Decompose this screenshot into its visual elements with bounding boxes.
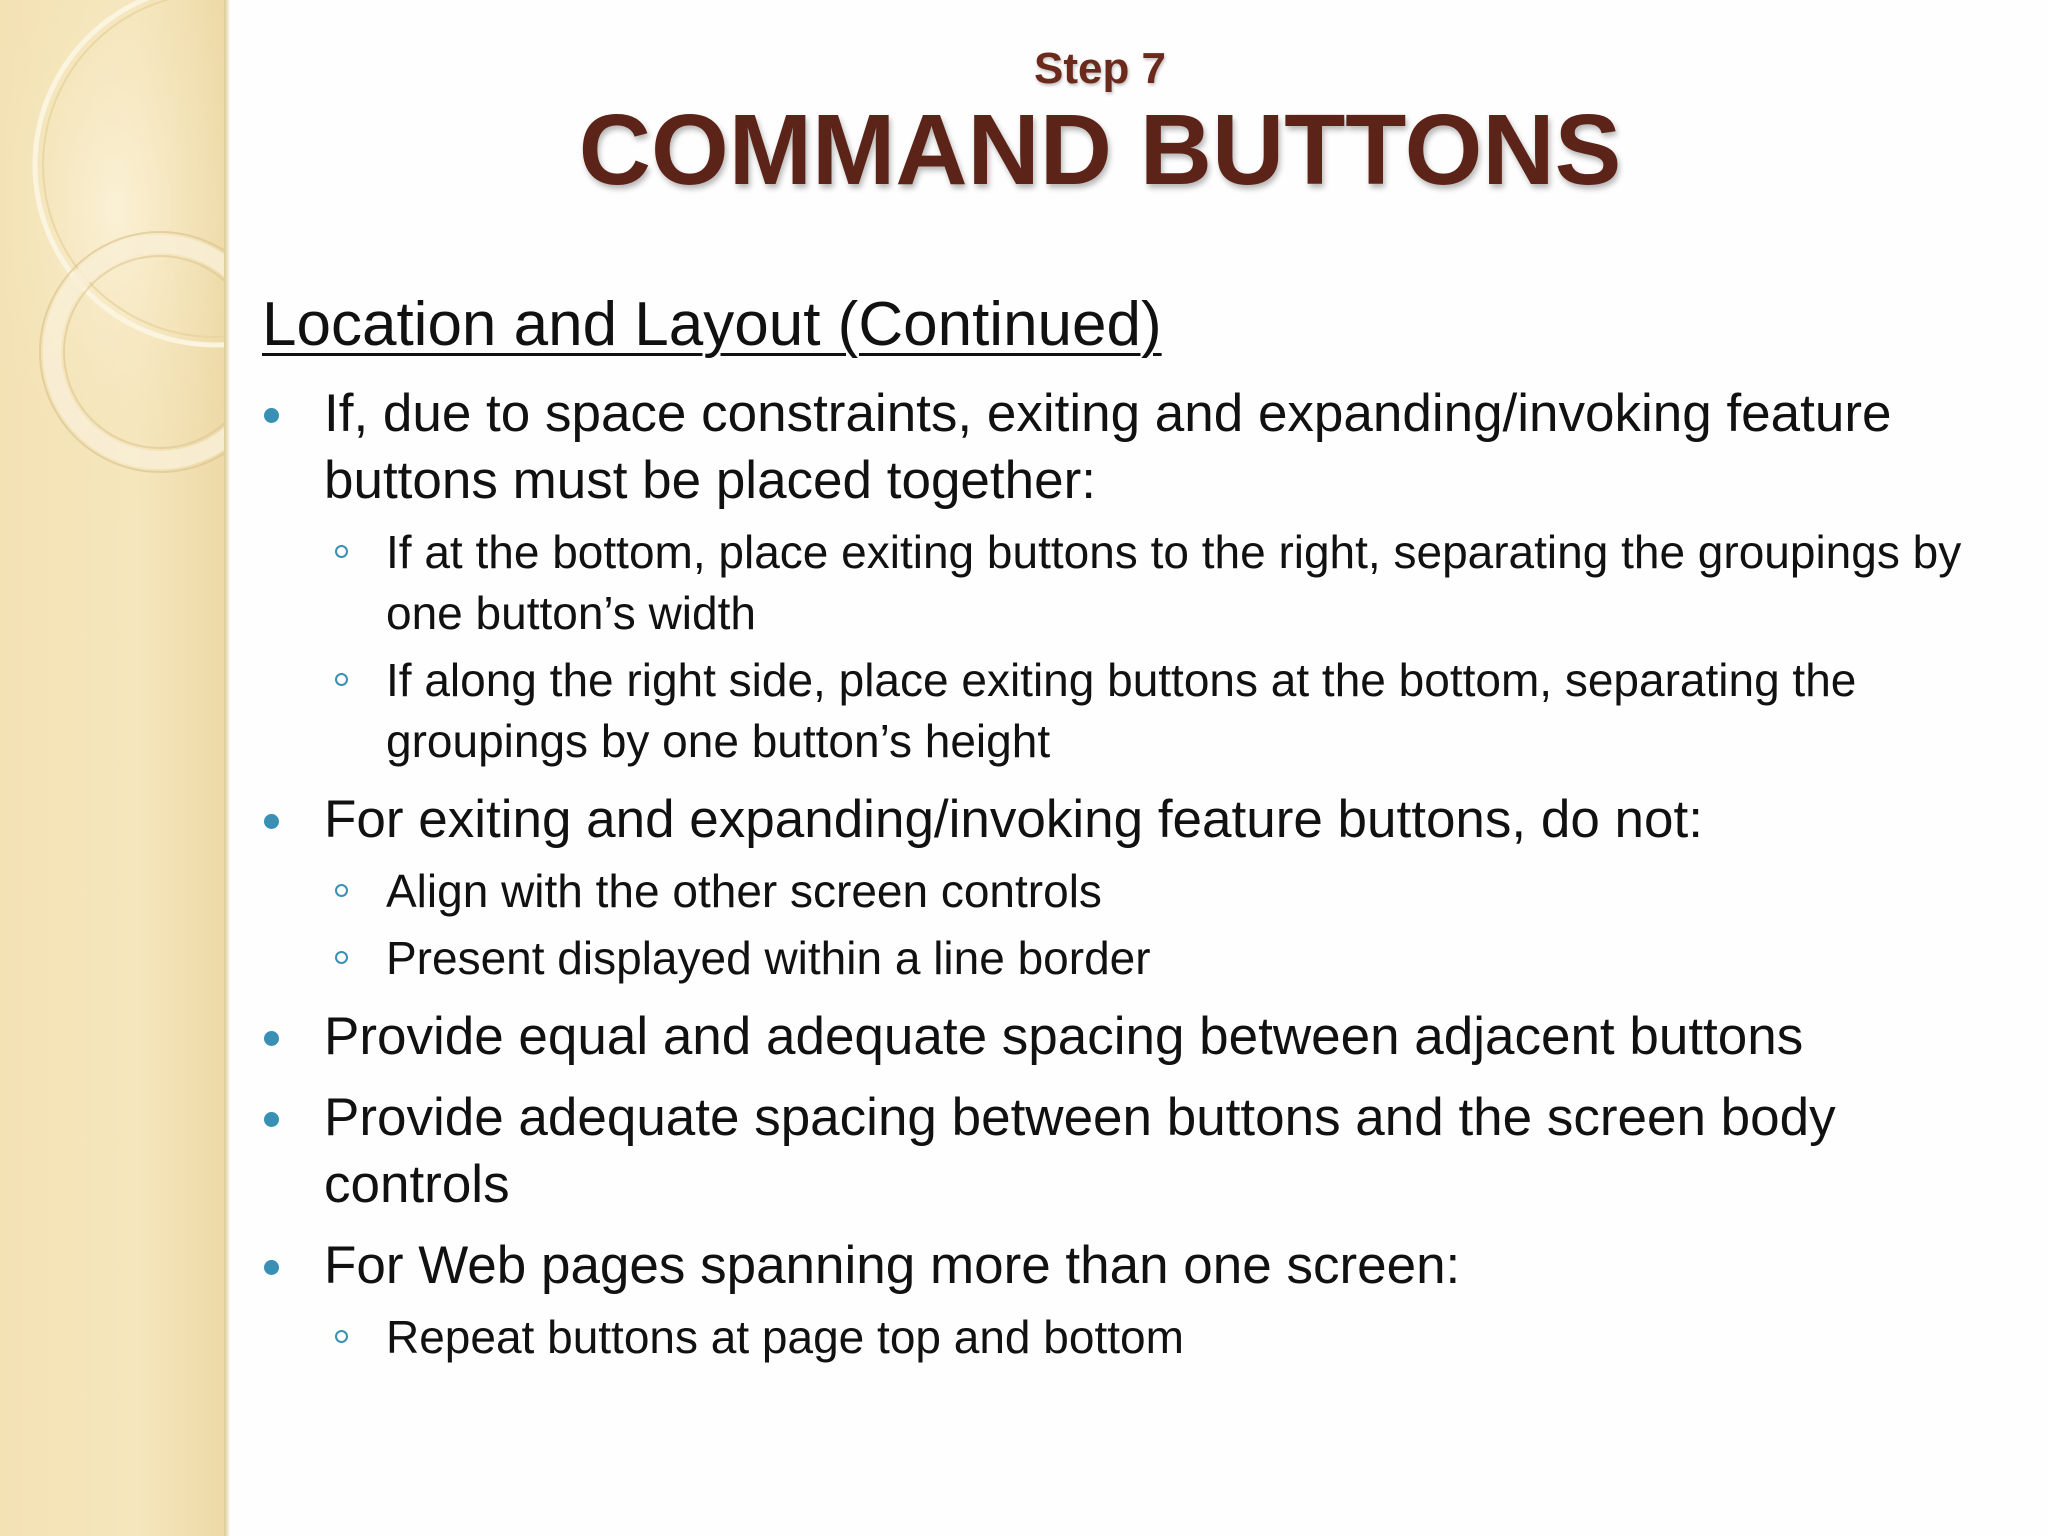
bullet-icon <box>264 814 279 829</box>
sub-bullet-icon <box>335 673 348 686</box>
bullet-icon <box>264 1260 279 1275</box>
bullet-item <box>262 380 2022 514</box>
slide-title: COMMAND BUTTONS <box>578 94 1622 206</box>
sub-bullet-text: If at the bottom, place exiting buttons to the right, separating the groupings by one button’s width <box>386 526 1962 639</box>
sidebar-edge-shadow <box>224 0 230 1536</box>
bullet-item <box>262 1084 2022 1218</box>
sub-bullet-text: Repeat buttons at page top and bottom <box>386 1311 1184 1363</box>
bullet-item <box>262 1232 2022 1299</box>
sub-bullet-item <box>262 1307 2022 1368</box>
sub-bullet-item <box>262 650 2022 772</box>
sub-bullet-text: Present displayed within a line border <box>386 932 1151 984</box>
sub-bullet-icon <box>335 545 348 558</box>
bullet-icon <box>264 408 279 423</box>
bullet-text: For exiting and expanding/invoking feature buttons, do not: <box>324 790 1703 849</box>
bullet-item <box>262 786 2022 853</box>
bullet-icon <box>264 1031 279 1046</box>
decorative-rings-graphic <box>0 0 228 1536</box>
bullet-text: Provide adequate spacing between buttons and the screen body controls <box>324 1088 1836 1214</box>
step-label: Step 7 <box>1033 44 1167 93</box>
sub-bullet-item <box>262 861 2022 922</box>
bullet-list <box>262 380 2022 1368</box>
sub-bullet-item <box>262 928 2022 989</box>
sub-bullet-text: Align with the other screen controls <box>386 865 1102 917</box>
decorative-sidebar <box>0 0 228 1536</box>
sub-bullet-icon <box>335 884 348 897</box>
sub-bullet-item <box>262 522 2022 644</box>
sub-bullet-icon <box>335 1330 348 1343</box>
sub-bullet-text: If along the right side, place exiting buttons at the bottom, separating the groupings by one button’s height <box>386 654 1857 767</box>
bullet-item <box>262 1003 2022 1070</box>
bullet-icon <box>264 1112 279 1127</box>
bullet-text: Provide equal and adequate spacing between adjacent buttons <box>324 1007 1804 1066</box>
section-heading: Location and Layout (Continued) <box>262 290 1162 359</box>
sub-bullet-icon <box>335 951 348 964</box>
bullet-text: If, due to space constraints, exiting and expanding/invoking feature buttons must be placed together: <box>324 384 1892 510</box>
bullet-text: For Web pages spanning more than one screen: <box>324 1236 1461 1295</box>
